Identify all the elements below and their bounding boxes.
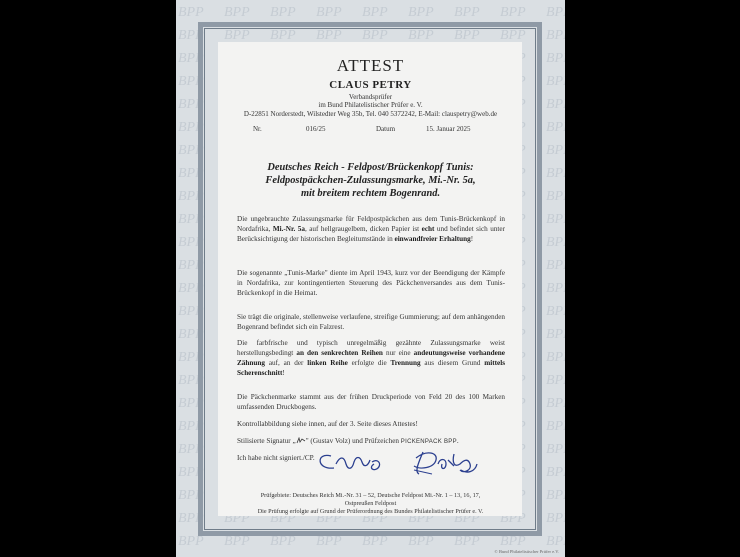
paragraph-gum: Sie trägt die originale, stellenweise verlaufene, streifige Gummierung; auf dem anhängenden Bogenrand befindet sich ein Falzrest. [237,313,505,332]
footer-line-3: Die Prüfung erfolgte auf Grund der Prüferordnung des Bundes Philatelistischer Prüfer e. V. [257,508,484,515]
footer-line-2: Ostpreußen Feldpost [344,500,397,507]
examiner-name: CLAUS PETRY [329,79,412,91]
nr-value: 016/25 [306,125,326,133]
examiner-role: Verbandsprüfer [348,93,393,101]
examiner-address: D-22851 Norderstedt, Wilstedter Weg 35b, Tel. 040 5372242, E-Mail: clauspetry@web.de [243,110,498,118]
examiner-association: im Bund Philatelistischer Prüfer e. V. [318,101,423,109]
heading-line-3: mit breitem rechtem Bogenrand. [300,188,441,199]
heading-line-2: Feldpostpäckchen-Zulassungsmarke, Mi.-Nr. 5a, [265,175,476,186]
examiner-signature [176,0,565,557]
nr-label: Nr. [253,125,262,133]
heading-line-1: Deutsches Reich - Feldpost/Brückenkopf Tunis: [267,162,474,173]
paragraph-authenticity: Die ungebrauchte Zulassungsmarke für Feldpostpäckchen aus dem Tunis-Brückenkopf in Nordafrika, Mi.-Nr. 5a, auf hellgraugelbem, dicken Papier ist echt und befindet sich unter Berücksichtigung der historischen Begleitumstände in einwandfreier Erhaltung! [237,215,505,244]
paragraph-history: Die sogenannte „Tunis-Marke" diente im April 1943, kurz vor der Beendigung der Kämpfe in Nordafrika, zur kontingentierten Steuerung des Päckchenversandes aus dem Tunis-Brückenkopf in die Heimat. [237,269,505,298]
footer-line-1: Prüfgebiete: Deutsches Reich Mi.-Nr. 31 – 52, Deutsche Feldpost Mi.-Nr. 1 – 13, 16, 17, [260,492,481,499]
paragraph-signature-marks: Stilisierte Signatur „ " (Gustav Volz) und Prüfzeichen PICKENPACK BPP. [237,437,459,445]
copyright-notice: © Bund Philatelistischer Prüfer e.V. [494,549,559,554]
paragraph-perforation: Die farbfrische und typisch unregelmäßig gezähnte Zulassungsmarke weist herstellungsbedingt an den senkrechten Reihen nur eine andeutungsweise vorhandene Zähnung auf, an der linken Reihe erfolgte die Trennung aus diesem Grund mittels Scherenschnitt! [237,339,505,378]
datum-value: 15. Januar 2025 [426,125,471,133]
certificate-title: ATTEST [336,56,405,75]
paragraph-not-signed: Ich habe nicht signiert./CP. [237,454,315,462]
paragraph-printing: Die Päckchenmarke stammt aus der frühen Druckperiode von Feld 20 des 100 Marken umfassenden Druckbogens. [237,393,505,412]
paragraph-control-image: Kontrollabbildung siehe innen, auf der 3. Seite dieses Attestes! [237,420,418,428]
certificate-page [176,0,565,557]
datum-label: Datum [376,125,396,133]
